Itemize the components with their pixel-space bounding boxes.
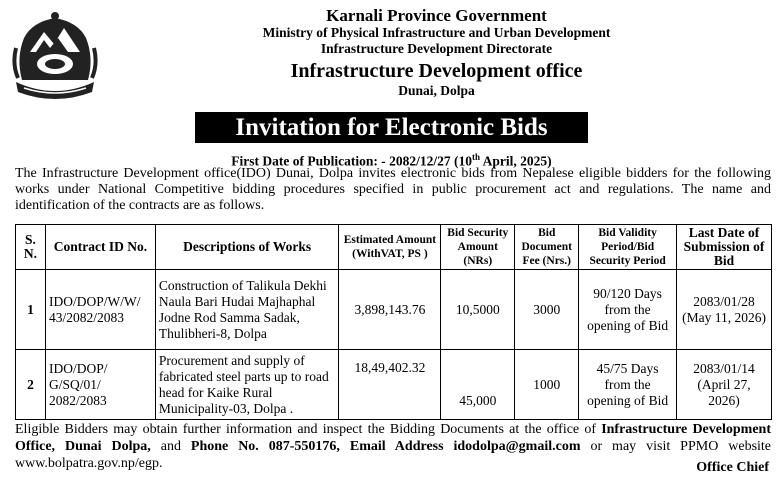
row-last-date: 2083/01/14 (April 27, 2026) bbox=[677, 350, 772, 420]
notice-title-banner: Invitation for Electronic Bids bbox=[195, 112, 588, 143]
office-location: Dunai, Dolpa bbox=[398, 83, 475, 98]
row-estimated-amount: 3,898,143.76 bbox=[339, 270, 441, 350]
row-last-date: 2083/01/28 (May 11, 2026) bbox=[677, 270, 772, 350]
row-sn: 2 bbox=[16, 350, 46, 420]
government-emblem bbox=[10, 8, 100, 103]
table-header-row bbox=[16, 225, 772, 270]
footer-contact: Phone No. 087-550176, Email Address idodolpa@gmail.com bbox=[190, 439, 581, 454]
ministry-name: Ministry of Physical Infrastructure and Urban Development bbox=[262, 25, 611, 40]
table-row bbox=[16, 350, 772, 420]
footer-text-3: or may visit PPMO website www.bolpatra.gov.np/egp. bbox=[15, 439, 772, 471]
letterhead bbox=[100, 6, 773, 99]
header-bid-fee: Bid Document Fee (Nrs.) bbox=[515, 225, 579, 270]
province-government: Karnali Province Government bbox=[326, 6, 547, 25]
header-sn: S. N. bbox=[16, 225, 46, 270]
row-bid-security: 45,000 bbox=[441, 350, 515, 420]
intro-paragraph: The Infrastructure Development office(IDO) Dunai, Dolpa invites electronic bids from Nepalese eligible bidders for the following works under National Competitive bidding procedures specified in public procurement act and regulations. The name and identification of the contracts are as follows. bbox=[15, 166, 771, 213]
publication-date-suffix: April, 2025) bbox=[480, 153, 552, 169]
row-validity: 45/75 Days from the opening of Bid bbox=[579, 350, 677, 420]
row-contract-id: IDO/DOP/W/W/ 43/2082/2083 bbox=[45, 270, 155, 350]
footer-text-1: Eligible Bidders may obtain further information and inspect the Bidding Documents at the office of bbox=[15, 422, 602, 437]
header-bid-security: Bid Security Amount (NRs) bbox=[441, 225, 515, 270]
row-contract-id: IDO/DOP/ G/SQ/01/ 2082/2083 bbox=[45, 350, 155, 420]
footer-paragraph bbox=[15, 421, 771, 472]
signature-office-chief: Office Chief bbox=[696, 460, 769, 475]
header-last-date: Last Date of Submission of Bid bbox=[677, 225, 772, 270]
footer-text-2: and bbox=[150, 439, 191, 454]
bids-table bbox=[15, 224, 772, 420]
directorate-name: Infrastructure Development Directorate bbox=[320, 41, 553, 56]
table-row bbox=[16, 270, 772, 350]
header-description: Descriptions of Works bbox=[155, 225, 339, 270]
header-validity: Bid Validity Period/Bid Security Period bbox=[579, 225, 677, 270]
publication-date-sup: th bbox=[472, 152, 481, 162]
row-estimated-amount: 18,49,402.32 bbox=[339, 350, 441, 420]
row-bid-fee: 1000 bbox=[515, 350, 579, 420]
header-contract-id: Contract ID No. bbox=[45, 225, 155, 270]
row-sn: 1 bbox=[16, 270, 46, 350]
row-bid-security: 10,5000 bbox=[441, 270, 515, 350]
row-bid-fee: 3000 bbox=[515, 270, 579, 350]
row-description: Procurement and supply of fabricated steel parts up to road head for Kaike Rural Municipality-03, Dolpa . bbox=[155, 350, 339, 420]
row-description: Construction of Talikula Dekhi Naula Bari Hudai Majhaphal Jodne Rod Samma Sadak, Thulibheri-8, Dolpa bbox=[155, 270, 339, 350]
footer-office-address: Infrastructure Development Office, Dunai Dolpa, bbox=[15, 422, 771, 454]
row-validity: 90/120 Days from the opening of Bid bbox=[579, 270, 677, 350]
office-name: Infrastructure Development office bbox=[290, 60, 583, 82]
header-estimated-amount: Estimated Amount (WithVAT, PS ) bbox=[339, 225, 441, 270]
publication-date-prefix: First Date of Publication: - 2082/12/27 (10 bbox=[231, 153, 473, 169]
